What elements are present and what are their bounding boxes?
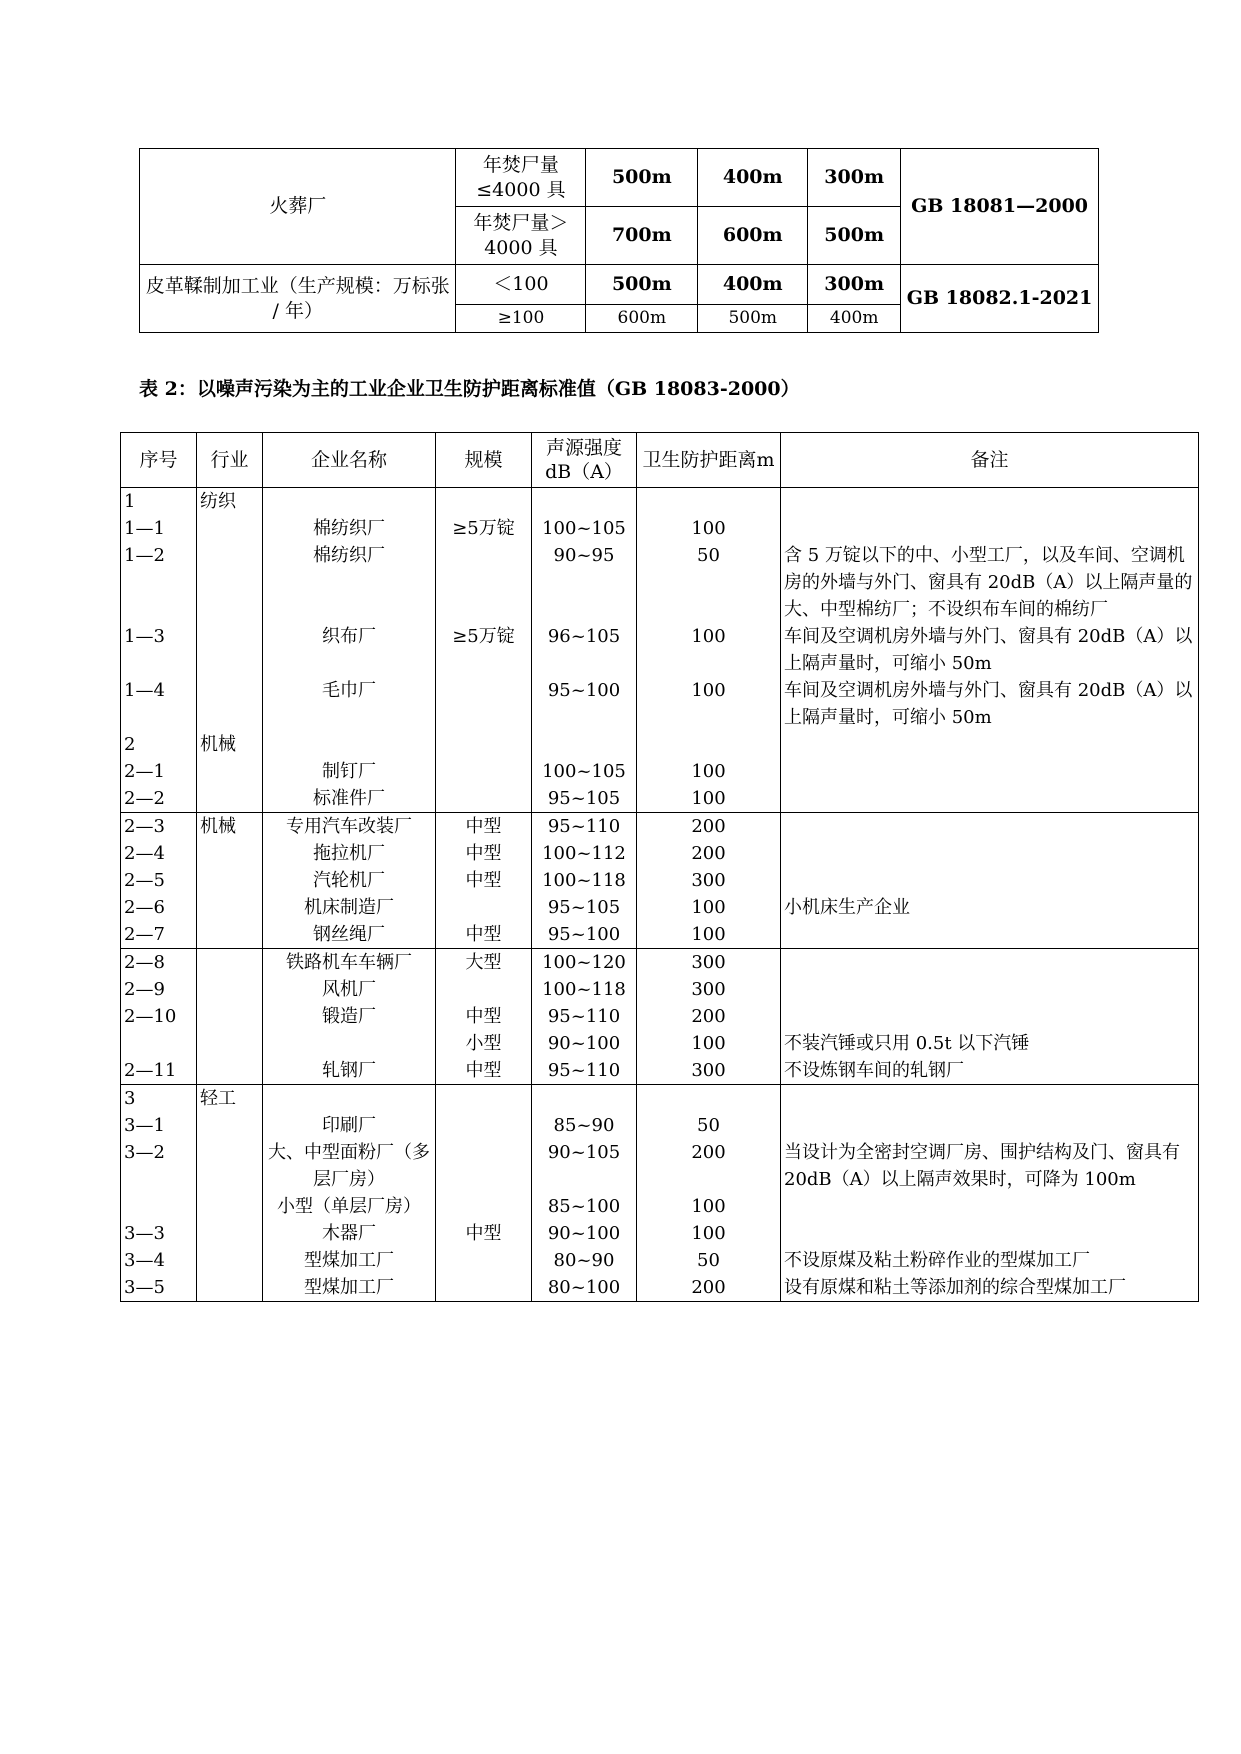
header-cell: 规模: [436, 433, 532, 488]
noise-level-cell: 95~110: [532, 813, 637, 841]
remark-cell: [781, 1085, 1199, 1113]
scale-cell: [436, 894, 532, 921]
row-number-cell: 3—5: [121, 1274, 197, 1302]
industry-cell: [197, 1274, 263, 1302]
noise-level-cell: 90~105: [532, 1139, 637, 1193]
industry-cell: 纺织: [197, 488, 263, 516]
header-cell: 备注: [781, 433, 1199, 488]
row-number-cell: 2—3: [121, 813, 197, 841]
scale-cell: 中型: [436, 1003, 532, 1030]
enterprise-name-cell: 风机厂: [263, 976, 436, 1003]
distance-cell: 400m: [698, 149, 808, 207]
enterprise-name-cell: 型煤加工厂: [263, 1247, 436, 1274]
row-number-cell: 3: [121, 1085, 197, 1113]
standard-cell: GB 18081—2000: [901, 149, 1099, 265]
enterprise-name-cell: 大、中型面粉厂（多层厂房）: [263, 1139, 436, 1193]
noise-level-cell: 100~118: [532, 976, 637, 1003]
scale-cell: [436, 1139, 532, 1193]
table-row: [121, 1003, 1199, 1030]
table-row: [121, 488, 1199, 516]
row-number-cell: 3—3: [121, 1220, 197, 1247]
row-number-cell: 2—11: [121, 1057, 197, 1085]
remark-cell: [781, 813, 1199, 841]
protection-distance-cell: 100: [637, 623, 781, 677]
protection-distance-cell: [637, 1085, 781, 1113]
noise-level-cell: 100~105: [532, 515, 637, 542]
distance-cell: 600m: [586, 305, 698, 333]
protection-distance-cell: 200: [637, 1139, 781, 1193]
remark-cell: 小机床生产企业: [781, 894, 1199, 921]
scale-cell: [436, 731, 532, 758]
table-row: [121, 921, 1199, 949]
table-row: [121, 1112, 1199, 1139]
industry-cell: [197, 921, 263, 949]
protection-distance-cell: 100: [637, 758, 781, 785]
row-number-cell: 3—4: [121, 1247, 197, 1274]
row-number-cell: 2—4: [121, 840, 197, 867]
remark-cell: [781, 840, 1199, 867]
distance-cell: 400m: [808, 305, 901, 333]
protection-distance-cell: [637, 488, 781, 516]
row-number-cell: 1: [121, 488, 197, 516]
industry-cell: [197, 623, 263, 677]
industry-cell: [197, 677, 263, 731]
table-row: [121, 813, 1199, 841]
noise-level-cell: 100~120: [532, 949, 637, 977]
table-row: [121, 1085, 1199, 1113]
noise-level-cell: 95~110: [532, 1057, 637, 1085]
row-number-cell: [121, 1193, 197, 1220]
table-row: [121, 677, 1199, 731]
distance-cell: 500m: [586, 265, 698, 305]
scale-cell: [436, 1085, 532, 1113]
industry-cell: [197, 515, 263, 542]
remark-cell: [781, 515, 1199, 542]
scale-cell: 中型: [436, 813, 532, 841]
enterprise-name-cell: 棉纺织厂: [263, 515, 436, 542]
remark-cell: [781, 949, 1199, 977]
enterprise-name-cell: 拖拉机厂: [263, 840, 436, 867]
enterprise-name-cell: 木器厂: [263, 1220, 436, 1247]
standard-cell: GB 18082.1-2021: [901, 265, 1099, 333]
noise-level-cell: 96~105: [532, 623, 637, 677]
protection-distance-cell: 300: [637, 949, 781, 977]
table-row: [121, 515, 1199, 542]
industry-cell: 机械: [197, 813, 263, 841]
noise-level-cell: 95~105: [532, 785, 637, 813]
protection-distance-cell: 100: [637, 921, 781, 949]
noise-level-cell: 85~90: [532, 1112, 637, 1139]
scale-cell: [436, 1274, 532, 1302]
table-row: [121, 1247, 1199, 1274]
remark-cell: [781, 1220, 1199, 1247]
table-row: [121, 894, 1199, 921]
header-cell: 企业名称: [263, 433, 436, 488]
plant-name-cell: 皮革鞣制加工业（生产规模：万标张 / 年）: [140, 265, 456, 333]
table-row: [121, 1274, 1199, 1302]
row-number-cell: 1—4: [121, 677, 197, 731]
noise-level-cell: 95~110: [532, 1003, 637, 1030]
noise-level-cell: 95~100: [532, 921, 637, 949]
protection-distance-cell: 200: [637, 1274, 781, 1302]
table-row: [121, 731, 1199, 758]
enterprise-name-cell: 锻造厂: [263, 1003, 436, 1030]
scale-cell: 大型: [436, 949, 532, 977]
scale-cell: 年焚尸量≤4000 具: [456, 149, 586, 207]
row-number-cell: 2—5: [121, 867, 197, 894]
remark-cell: [781, 488, 1199, 516]
remark-cell: 不设原煤及粘土粉碎作业的型煤加工厂: [781, 1247, 1199, 1274]
enterprise-name-cell: [263, 1085, 436, 1113]
protection-distance-cell: 100: [637, 515, 781, 542]
table-row: [121, 1030, 1199, 1057]
table-row: [121, 1220, 1199, 1247]
scale-cell: [436, 976, 532, 1003]
scale-cell: [436, 488, 532, 516]
scale-cell: 中型: [436, 921, 532, 949]
table-row: [121, 867, 1199, 894]
industry-cell: [197, 867, 263, 894]
plant-name-cell: 火葬厂: [140, 149, 456, 265]
enterprise-name-cell: 专用汽车改装厂: [263, 813, 436, 841]
row-number-cell: 3—2: [121, 1139, 197, 1193]
enterprise-name-cell: 小型（单层厂房）: [263, 1193, 436, 1220]
noise-level-cell: 95~105: [532, 894, 637, 921]
noise-level-cell: 90~100: [532, 1220, 637, 1247]
enterprise-name-cell: [263, 488, 436, 516]
row-number-cell: 2—9: [121, 976, 197, 1003]
industry-cell: [197, 1193, 263, 1220]
industry-cell: [197, 542, 263, 623]
distance-cell: 500m: [586, 149, 698, 207]
remark-cell: 当设计为全密封空调厂房、围护结构及门、窗具有 20dB（A）以上隔声效果时，可降为 100m: [781, 1139, 1199, 1193]
row-number-cell: 2: [121, 731, 197, 758]
industry-cell: [197, 1220, 263, 1247]
enterprise-name-cell: [263, 1030, 436, 1057]
remark-cell: 不设炼钢车间的轧钢厂: [781, 1057, 1199, 1085]
distance-cell: 600m: [698, 207, 808, 265]
table-row: [121, 1193, 1199, 1220]
table-row: [121, 785, 1199, 813]
noise-level-cell: 80~90: [532, 1247, 637, 1274]
enterprise-name-cell: 汽轮机厂: [263, 867, 436, 894]
scale-cell: 中型: [436, 840, 532, 867]
remark-cell: [781, 867, 1199, 894]
protection-distance-cell: 200: [637, 840, 781, 867]
protection-distance-cell: 300: [637, 976, 781, 1003]
industry-cell: [197, 976, 263, 1003]
scale-cell: ≥100: [456, 305, 586, 333]
industry-cell: [197, 1112, 263, 1139]
scale-cell: ≥5万锭: [436, 515, 532, 542]
distance-cell: 500m: [698, 305, 808, 333]
scale-cell: 中型: [436, 1057, 532, 1085]
table-row: [121, 542, 1199, 623]
remark-cell: 不装汽锤或只用 0.5t 以下汽锤: [781, 1030, 1199, 1057]
remark-cell: [781, 1193, 1199, 1220]
enterprise-name-cell: 毛巾厂: [263, 677, 436, 731]
noise-level-cell: 100~112: [532, 840, 637, 867]
row-number-cell: 2—7: [121, 921, 197, 949]
row-number-cell: 1—2: [121, 542, 197, 623]
protection-distance-cell: 100: [637, 1220, 781, 1247]
scale-cell: [436, 758, 532, 785]
remark-cell: 车间及空调机房外墙与外门、窗具有 20dB（A）以上隔声量时，可缩小 50m: [781, 677, 1199, 731]
table-row: [121, 1139, 1199, 1193]
header-cell: 序号: [121, 433, 197, 488]
header-cell: 声源强度dB（A）: [532, 433, 637, 488]
industry-cell: 轻工: [197, 1085, 263, 1113]
industry-cell: [197, 758, 263, 785]
noise-level-cell: 90~100: [532, 1030, 637, 1057]
enterprise-name-cell: 标准件厂: [263, 785, 436, 813]
industry-cell: [197, 840, 263, 867]
protection-distance-cell: 50: [637, 542, 781, 623]
scale-cell: ＜100: [456, 265, 586, 305]
distance-cell: 700m: [586, 207, 698, 265]
protection-distance-cell: 50: [637, 1112, 781, 1139]
protection-distance-cell: 100: [637, 1030, 781, 1057]
enterprise-name-cell: 棉纺织厂: [263, 542, 436, 623]
protection-distance-cell: [637, 731, 781, 758]
distance-cell: 400m: [698, 265, 808, 305]
noise-level-cell: [532, 731, 637, 758]
industry-cell: [197, 1003, 263, 1030]
distance-cell: 300m: [808, 265, 901, 305]
row-number-cell: 2—10: [121, 1003, 197, 1030]
remark-cell: [781, 758, 1199, 785]
protection-distance-cell: 100: [637, 785, 781, 813]
scale-cell: [436, 1193, 532, 1220]
row-number-cell: 2—2: [121, 785, 197, 813]
row-number-cell: 1—1: [121, 515, 197, 542]
noise-level-cell: [532, 488, 637, 516]
enterprise-name-cell: 钢丝绳厂: [263, 921, 436, 949]
table-caption: 表 2：以噪声污染为主的工业企业卫生防护距离标准值（GB 18083-2000）: [139, 378, 800, 400]
table-body: [121, 488, 1199, 1302]
row-number-cell: [121, 1030, 197, 1057]
remark-cell: [781, 785, 1199, 813]
header-cell: 行业: [197, 433, 263, 488]
industry-cell: [197, 949, 263, 977]
remark-cell: [781, 921, 1199, 949]
noise-level-cell: 95~100: [532, 677, 637, 731]
remark-cell: [781, 731, 1199, 758]
row-number-cell: 3—1: [121, 1112, 197, 1139]
scale-cell: [436, 785, 532, 813]
protection-distance-cell: 100: [637, 894, 781, 921]
protection-distance-cell: 200: [637, 1003, 781, 1030]
table-row: [121, 976, 1199, 1003]
protection-distance-cell: 300: [637, 1057, 781, 1085]
industry-cell: [197, 1030, 263, 1057]
enterprise-name-cell: 型煤加工厂: [263, 1274, 436, 1302]
industry-cell: [197, 1247, 263, 1274]
enterprise-name-cell: 印刷厂: [263, 1112, 436, 1139]
noise-level-cell: 80~100: [532, 1274, 637, 1302]
remark-cell: [781, 1112, 1199, 1139]
remark-cell: [781, 1003, 1199, 1030]
scale-cell: [436, 542, 532, 623]
row-number-cell: 2—6: [121, 894, 197, 921]
scale-cell: 年焚尸量＞4000 具: [456, 207, 586, 265]
industry-cell: [197, 1139, 263, 1193]
enterprise-name-cell: 铁路机车车辆厂: [263, 949, 436, 977]
row-number-cell: 2—8: [121, 949, 197, 977]
enterprise-name-cell: 轧钢厂: [263, 1057, 436, 1085]
protection-distance-cell: 100: [637, 677, 781, 731]
scale-cell: [436, 1112, 532, 1139]
enterprise-name-cell: 机床制造厂: [263, 894, 436, 921]
scale-cell: 中型: [436, 1220, 532, 1247]
scale-cell: 小型: [436, 1030, 532, 1057]
protection-distance-cell: 50: [637, 1247, 781, 1274]
table-row: [121, 840, 1199, 867]
distance-cell: 300m: [808, 149, 901, 207]
industry-cell: 机械: [197, 731, 263, 758]
noise-level-cell: 100~105: [532, 758, 637, 785]
table-row: [121, 758, 1199, 785]
scale-cell: 中型: [436, 867, 532, 894]
enterprise-name-cell: 制钉厂: [263, 758, 436, 785]
protection-distance-cell: 200: [637, 813, 781, 841]
enterprise-name-cell: 织布厂: [263, 623, 436, 677]
noise-distance-table: [120, 432, 1199, 1302]
scale-cell: [436, 677, 532, 731]
remark-cell: 设有原煤和粘土等添加剂的综合型煤加工厂: [781, 1274, 1199, 1302]
protection-distance-cell: 100: [637, 1193, 781, 1220]
remark-cell: 车间及空调机房外墙与外门、窗具有 20dB（A）以上隔声量时，可缩小 50m: [781, 623, 1199, 677]
protection-distance-cell: 300: [637, 867, 781, 894]
table-row: [121, 949, 1199, 977]
industry-cell: [197, 785, 263, 813]
header-cell: 卫生防护距离m: [637, 433, 781, 488]
scale-cell: ≥5万锭: [436, 623, 532, 677]
remark-cell: 含 5 万锭以下的中、小型工厂，以及车间、空调机房的外墙与外门、窗具有 20dB（A）以上隔声量的大、中型棉纺厂；不设织布车间的棉纺厂: [781, 542, 1199, 623]
remark-cell: [781, 976, 1199, 1003]
distance-cell: 500m: [808, 207, 901, 265]
table-row: [121, 1057, 1199, 1085]
industry-cell: [197, 894, 263, 921]
row-number-cell: 1—3: [121, 623, 197, 677]
industry-cell: [197, 1057, 263, 1085]
row-number-cell: 2—1: [121, 758, 197, 785]
enterprise-name-cell: [263, 731, 436, 758]
noise-level-cell: [532, 1085, 637, 1113]
noise-level-cell: 100~118: [532, 867, 637, 894]
scale-cell: [436, 1247, 532, 1274]
distance-table-top: [139, 148, 1099, 333]
noise-level-cell: 90~95: [532, 542, 637, 623]
table-row: [121, 623, 1199, 677]
noise-level-cell: 85~100: [532, 1193, 637, 1220]
